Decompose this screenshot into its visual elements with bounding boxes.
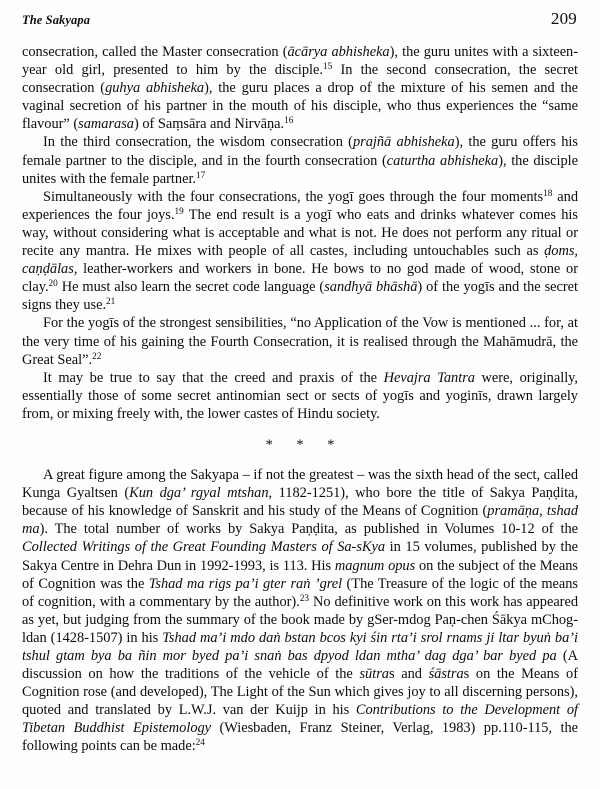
text-run: were, originally, essentially those of some secret antinomian sect or sects of yogīs and yoginīs, drawn largely from, or mixing freely with, the lower castes of Hindu society. — [22, 369, 578, 422]
p-hevajra-tantra-creed — [22, 369, 578, 423]
p-consecrations-third-fourth — [22, 133, 578, 187]
text-run: and experiences the four joys. — [22, 188, 578, 223]
italic-term: sandhyā bhāshā — [324, 279, 418, 296]
italic-term: ācārya abhisheka — [287, 44, 390, 60]
italic-term: Tshad ma rigs pa’i gter raṅ ’grel — [148, 575, 343, 592]
italic-term: Collected Writings of the Great Founding Masters of Sa-sKya — [22, 539, 386, 556]
text-run: , — [574, 243, 578, 260]
footnote-marker: 20 — [48, 279, 58, 290]
text-run: In the third consecration, the wisdom consecration ( — [43, 134, 353, 151]
footnote-marker: 21 — [106, 297, 116, 308]
text-run: No definitive work on this work has appeared as yet, but judging from the summary of the book made by gSer-mdog Paṇ-chen Śākya mChog-ldan (1428-1507) in his — [22, 593, 578, 646]
footnote-marker: 18 — [543, 188, 553, 199]
p-consecrations-first-second — [22, 43, 578, 133]
footnote-marker: 24 — [195, 738, 205, 749]
text-run: A great figure among the Sakyapa – if not the greatest – was the sixth head of the sect, called Kunga Gyaltsen ( — [22, 467, 578, 502]
italic-term: Tshad ma’i mdo daṅ bstan bcos kyi śin rta’i srol rnams ji ltar byuṅ ba’i tshul gtam bya ba ñin mor byed pa’i snaṅ bas dpyod ldan mtha’ dag dga’ bar byed pa — [22, 629, 578, 664]
footnote-marker: 17 — [196, 170, 206, 181]
footnote-marker: 19 — [174, 207, 184, 218]
italic-term: Hevajra Tantra — [383, 369, 475, 386]
text-run: It may be true to say that the creed and praxis of the — [43, 369, 384, 386]
text-run: Simultaneously with the four consecrations, the yogī goes through the four moments — [43, 188, 544, 205]
page-number: 209 — [550, 9, 577, 28]
italic-term: guhya abhisheka — [105, 80, 205, 97]
text-run: For the yogīs of the strongest sensibilities, “no Application of the Vow is mentioned ... for, at the very time of his gaining the Fourth Consecration, it is realised through the Mahāmudrā, the Great Seal”. — [22, 315, 578, 368]
italic-term: pramāṇa, tshad ma — [22, 503, 578, 538]
p-strongest-sensibilities-vow — [22, 314, 578, 368]
text-run: , 1182-1251), who bore the title of Sakya Paṇḍita, because of his knowledge of Sanskrit and his study of the Means of Cognition ( — [22, 485, 578, 520]
italic-term: caturtha abhisheka — [386, 152, 499, 169]
text-run: ), the disciple unites with the female partner. — [22, 152, 578, 187]
running-head — [22, 9, 578, 29]
italic-term: sūtra — [359, 666, 389, 683]
italic-term: caṇḍālas — [22, 261, 74, 278]
italic-term: samarasa — [78, 116, 134, 133]
text-run: s and — [388, 666, 429, 683]
text-run: in 15 volumes, published by the Sakya Centre in Dehra Dun in 1992-1993, is 113. His — [22, 539, 579, 574]
p-four-moments-four-joys — [22, 188, 578, 315]
body-text — [22, 43, 578, 756]
text-run: ), the guru places a drop of the mixture of his semen and the vaginal secretion of his partner in the mouth of his disciple, who thus experiences the “same flavour” ( — [22, 80, 578, 133]
italic-term: prajñā abhisheka — [352, 134, 455, 151]
italic-term: ḍoms — [544, 243, 575, 260]
text-run: ) of the yogīs and the secret signs they use. — [22, 279, 578, 314]
text-run: , leather-workers and workers in bone. He bows to no god made of wood, stone or clay. — [22, 261, 578, 296]
text-run: ), the guru offers his female partner to the disciple, and in the fourth consecration ( — [22, 134, 578, 169]
italic-term: śāstra — [428, 666, 464, 683]
text-run: (The Treasure of the logic of the means of cognition, with a commentary by the author). — [22, 575, 578, 610]
footnote-marker: 23 — [299, 593, 310, 604]
text-run: (A discussion on how the traditions of the vehicle of the — [22, 648, 579, 683]
text-run: (Wiesbaden, Franz Steiner, Verlag, 1983) pp.110-115, the following points can be made: — [22, 720, 578, 755]
text-run: The end result is a yogī who eats and drinks whatever comes his way, without considering what is acceptable and what is not. He does not perform any ritual or recite any mantra. He mixes with people of all castes, including untouchables such as — [22, 206, 578, 260]
text-run: ) of Saṃsāra and Nirvāṇa. — [133, 116, 285, 133]
italic-term: Kun dga’ rgyal mtshan — [129, 485, 269, 502]
italic-term: Contributions to the Development of Tibetan Buddhist Epistemology — [22, 702, 578, 737]
p-sakya-pandita — [22, 466, 578, 756]
footnote-marker: 15 — [322, 62, 333, 73]
text-run: He must also learn the secret code language ( — [57, 279, 325, 296]
running-head-title: The Sakyapa — [22, 13, 91, 27]
text-run: In the second consecration, the secret consecration ( — [22, 62, 578, 97]
footnote-marker: 16 — [284, 116, 294, 127]
text-run: consecration, called the Master consecration ( — [22, 44, 288, 60]
text-run: ), the guru unites with a sixteen-year old girl, presented to him by the disciple. — [22, 44, 579, 79]
text-run: ). The total number of works by Sakya Paṇḍita, as published in Volumes 10-12 of the — [39, 521, 578, 538]
text-run: s on the Means of Cognition rose (and developed), The Light of the Sun which gives joy to all discerning persons), quoted and translated by L.W.J. van der Kuijp in his — [22, 666, 578, 719]
text-run: on the subject of the Means of Cognition was the — [22, 557, 579, 592]
section-separator: * * * — [265, 436, 345, 453]
footnote-marker: 22 — [92, 351, 102, 362]
italic-term: magnum opus — [334, 557, 416, 574]
